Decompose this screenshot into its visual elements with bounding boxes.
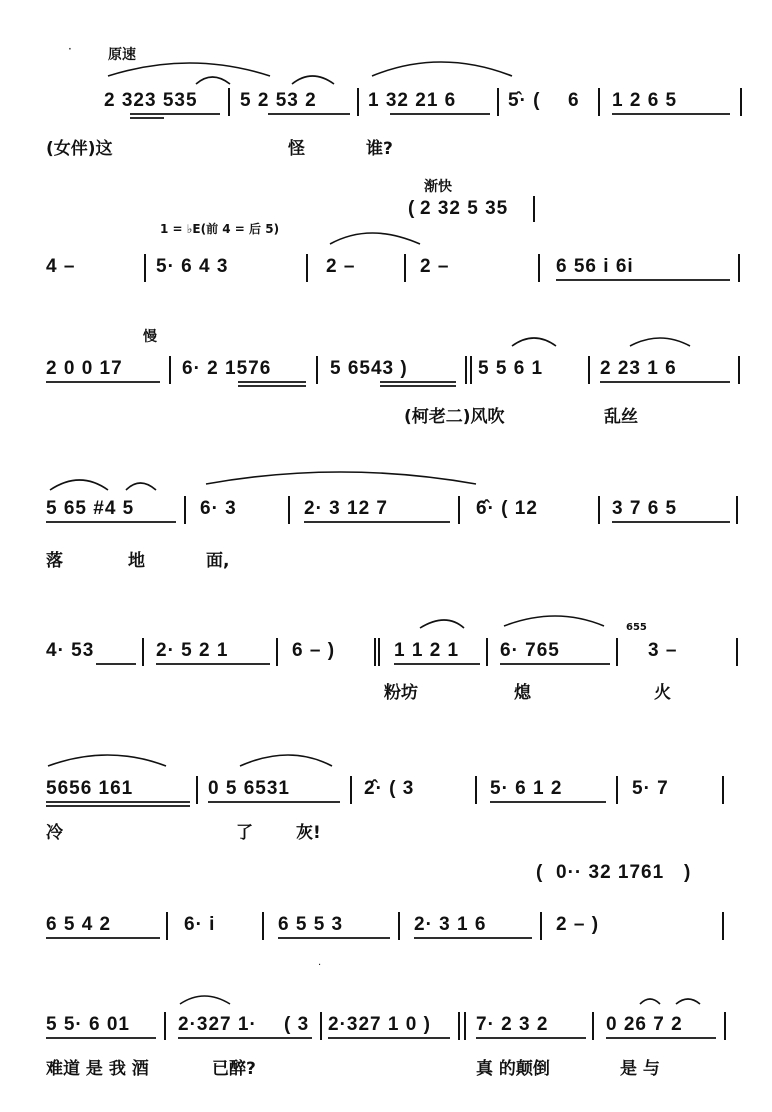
measure: 1 32 21 6 [368, 90, 457, 111]
measure: 5· 6 1 2 [490, 778, 563, 799]
measure: 2· 3 1 6 [414, 914, 487, 935]
slur [48, 755, 166, 766]
measure: 1 2 6 5 [612, 90, 678, 111]
lyric: 是 与 [620, 1059, 660, 1079]
lyric: 灰! [296, 823, 321, 843]
slur [504, 616, 604, 626]
lyric: 地 [128, 551, 145, 571]
lyric: 怪 [288, 139, 305, 159]
measure: 2· 5 2 1 [156, 640, 229, 661]
slur [240, 755, 332, 766]
measure: 3 7 6 5 [612, 498, 678, 519]
measure: 0 5 6531 [208, 778, 290, 799]
lyric: 火 [654, 683, 671, 703]
measure: 6 5 5 3 [278, 914, 344, 935]
tempo-marking: 渐快 [424, 179, 452, 195]
tempo-marking: 原速 [108, 47, 136, 63]
slur [196, 77, 230, 84]
tempo-marking: 慢 [143, 329, 157, 345]
measure: 2 323 535 [104, 90, 198, 111]
stray-dot-2: · [318, 960, 322, 971]
lyric: (女伴)这 [46, 139, 113, 159]
measure: 6· i [184, 914, 216, 935]
measure: 2 – ) [556, 914, 600, 935]
measure: 6· 2 1576 [182, 358, 272, 379]
measure: 2 0 0 17 [46, 358, 123, 379]
measure: 5 6543 ) [330, 358, 408, 379]
measure: 5· 7 [632, 778, 669, 799]
lyric: 冷 [46, 823, 63, 843]
measure: 0 26 7 2 [606, 1014, 683, 1035]
slur [206, 472, 476, 484]
measure: 2·327 1· [178, 1014, 257, 1035]
lyric: 熄 [514, 683, 531, 703]
slur [292, 76, 334, 84]
measure: 5 65 #4 5 [46, 498, 135, 519]
stray-dot-1: · [68, 42, 72, 56]
slur [372, 62, 512, 76]
measure: 5 5 6 1 [478, 358, 544, 379]
measure: 2 – [420, 256, 450, 277]
measure: 4· 53 [46, 640, 95, 661]
lyric: 落 [46, 551, 63, 571]
measure: 2̂· ( 3 [364, 778, 415, 799]
lyric: 乱丝 [604, 407, 638, 427]
lyric: 已醉? [212, 1059, 256, 1079]
measure: 4 – [46, 256, 76, 277]
measure: 6· 765 [500, 640, 560, 661]
measure: 6 5 4 2 [46, 914, 112, 935]
measure: 6· 3 [200, 498, 237, 519]
measure: 2·327 1 0 ) [328, 1014, 431, 1035]
lyric: 面, [206, 551, 230, 571]
lyric: (柯老二)风吹 [404, 407, 505, 427]
measure: 5 2 53 2 [240, 90, 317, 111]
measure: ( 3 [284, 1014, 310, 1035]
measure: 6̂· ( 12 [476, 498, 538, 519]
slur [676, 999, 700, 1004]
measure: 5656 161 [46, 778, 134, 799]
accompaniment-line: 0·· 32 1761 [556, 862, 665, 883]
lyric: 真 的颠倒 [476, 1059, 550, 1079]
slur [126, 483, 156, 490]
lyric: 了 [236, 823, 253, 843]
slur [50, 480, 108, 490]
measure: 1 1 2 1 [394, 640, 460, 661]
measure: 6 – ) [292, 640, 336, 661]
measure: 5· 6 4 3 [156, 256, 229, 277]
slur [630, 338, 690, 346]
slur [180, 996, 230, 1004]
accompaniment-line: 2 32 5 35 [420, 198, 509, 219]
measure: 2 – [326, 256, 356, 277]
lyric: 难道 是 我 酒 [46, 1059, 149, 1079]
accomp-open: ( [408, 198, 416, 219]
measure: 6 56 i 6i [556, 256, 634, 277]
measure: 2· 3 12 7 [304, 498, 388, 519]
lyric: 粉坊 [384, 683, 418, 703]
measure: 6 [568, 90, 580, 111]
measure: 5 5· 6 01 [46, 1014, 130, 1035]
slur [108, 63, 270, 76]
slur [420, 620, 464, 628]
lyric: 谁? [366, 139, 393, 159]
accomp-close: ) [684, 862, 692, 883]
grace-notes: 655 [626, 622, 647, 633]
measure: 3 – [648, 640, 678, 661]
slur [330, 233, 420, 244]
measure: 2 23 1 6 [600, 358, 677, 379]
measure: 7· 2 3 2 [476, 1014, 549, 1035]
measure: 5̂· ( [508, 90, 541, 111]
slur [512, 338, 556, 346]
slur [640, 999, 660, 1004]
accomp-open: ( [536, 862, 544, 883]
key-signature: 1 = ♭E(前 4 = 后 5) [160, 222, 280, 236]
